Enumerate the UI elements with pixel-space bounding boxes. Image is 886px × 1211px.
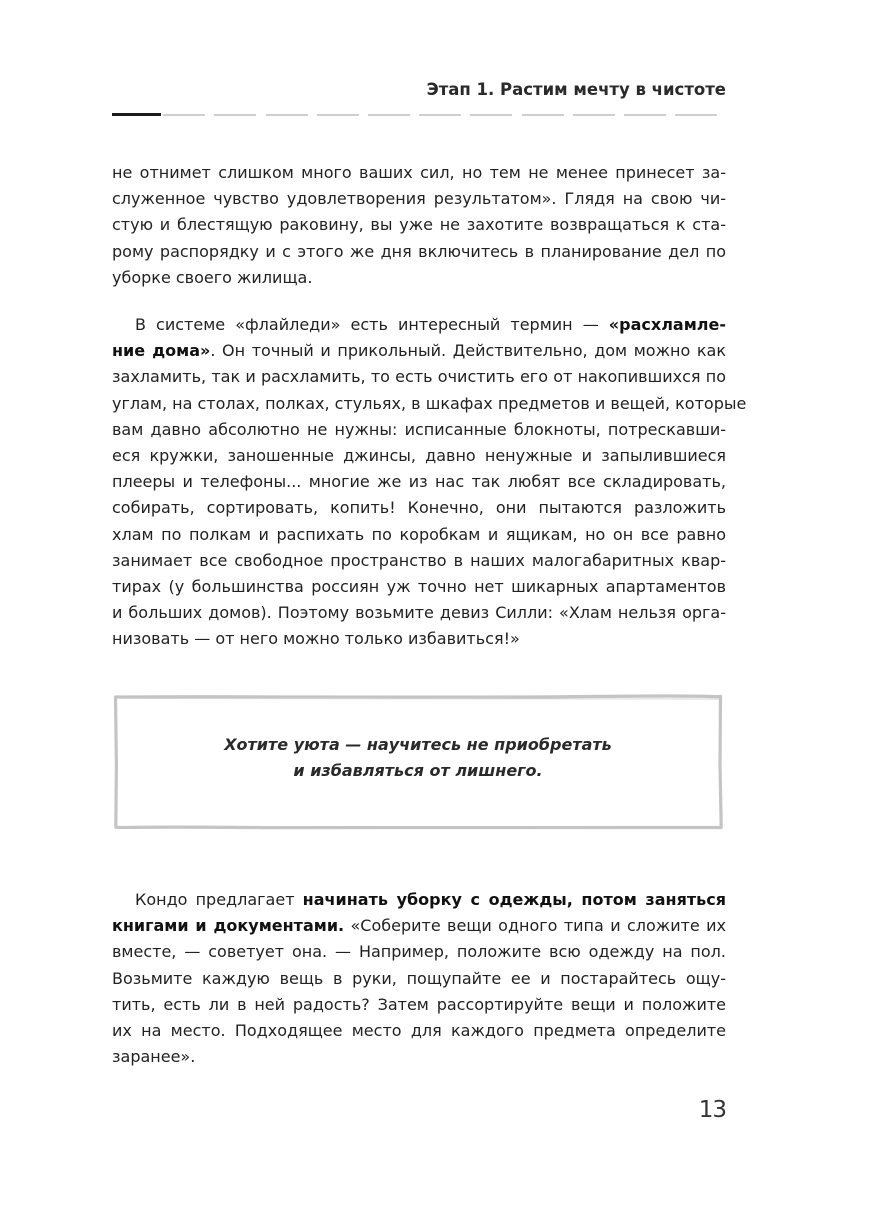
quote-line: и избавляться от лишнего. [293,761,543,780]
progress-segment [624,114,666,116]
text-run: Кондо предлагает [135,890,303,909]
progress-segment [214,114,256,116]
text-line: низовать — от него можно только избавиться!» [112,629,520,649]
text-line: стую и блестящую раковину, вы уже не захотите возвращаться к ста- [112,215,726,235]
progress-segment [317,114,359,116]
text-line: тить, есть ли в ней радость? Затем рассортируйте вещи и положите [112,994,726,1014]
text-line: рому распорядку и с этого же дня включитесь в планирование дел по [112,241,726,261]
page-number: 13 [698,1097,726,1123]
progress-segment [368,114,410,116]
quote-line: Хотите уюта — научитесь не приобретать [224,735,612,754]
progress-segment [163,114,205,116]
progress-segment [522,114,564,116]
paragraph-kondo [112,887,726,1070]
progress-segment [470,114,512,116]
paragraph-continuation [112,160,726,291]
term-bold: ние дома» [112,341,211,361]
text-line: заранее». [112,1047,196,1067]
text-line: служенное чувство удовлетворения результатом». Глядя на свою чи- [112,189,726,209]
text-line: собирать, сортировать, копить! Конечно, они пытаются разложить [112,498,726,518]
text-line: и больших домов). Поэтому возьмите девиз Силли: «Хлам нельзя орга- [112,603,726,623]
text-run: «Соберите вещи одного типа и сложите их [344,916,727,936]
text-run: В системе «флайледи» есть интересный термин — [135,315,609,334]
text-line: захламить, так и расхламить, то есть очистить его от накопившихся по [112,367,726,387]
paragraph-decluttering [112,312,747,653]
term-bold: «расхламле- [608,315,726,334]
text-line: их на место. Подходящее место для каждого предмета определите [112,1021,726,1041]
text-run: . Он точный и прикольный. Действительно, дом можно как [210,341,726,361]
text-line [112,312,726,338]
chapter-progress-bar [112,114,726,117]
text-line [112,338,726,364]
quote-callout-box [113,694,723,830]
emphasis-bold: книгами и документами. [112,916,345,936]
text-line: углам, на столах, полках, стульях, в шкафах предметов и вещей, которые [112,393,747,413]
progress-segment [419,114,461,116]
progress-segment [675,114,717,116]
text-line: Возьмите каждую вещь в руки, пощупайте ее и постарайтесь ощу- [112,968,726,988]
callout-quote [113,732,723,784]
progress-segment [573,114,615,116]
text-line: плееры и телефоны... многие же из нас так любят все складировать, [112,472,726,492]
running-header: Этап 1. Растим мечту в чистоте [426,80,726,99]
text-line: еся кружки, заношенные джинсы, давно ненужные и запылившиеся [112,446,726,466]
text-line: уборке своего жилища. [112,267,313,287]
text-line: хлам по полкам и распихать по коробкам и ящикам, но он все равно [112,524,726,544]
text-line: вам давно абсолютно не нужны: исписанные блокноты, потрескавши- [112,419,726,439]
progress-segment [266,114,308,116]
progress-segment-current [112,113,161,116]
text-line [112,913,726,939]
text-line: занимает все свободное пространство в наших малогабаритных квар- [112,550,726,570]
text-line: вместе, — советует она. — Например, положите всю одежду на пол. [112,942,726,962]
text-line: тирах (у большинства россиян уж точно нет шикарных апартаментов [112,577,726,597]
text-line: не отнимет слишком много ваших сил, но тем не менее принесет за- [112,163,726,182]
text-line [112,887,726,913]
emphasis-bold: начинать уборку с одежды, потом заняться [302,890,727,909]
